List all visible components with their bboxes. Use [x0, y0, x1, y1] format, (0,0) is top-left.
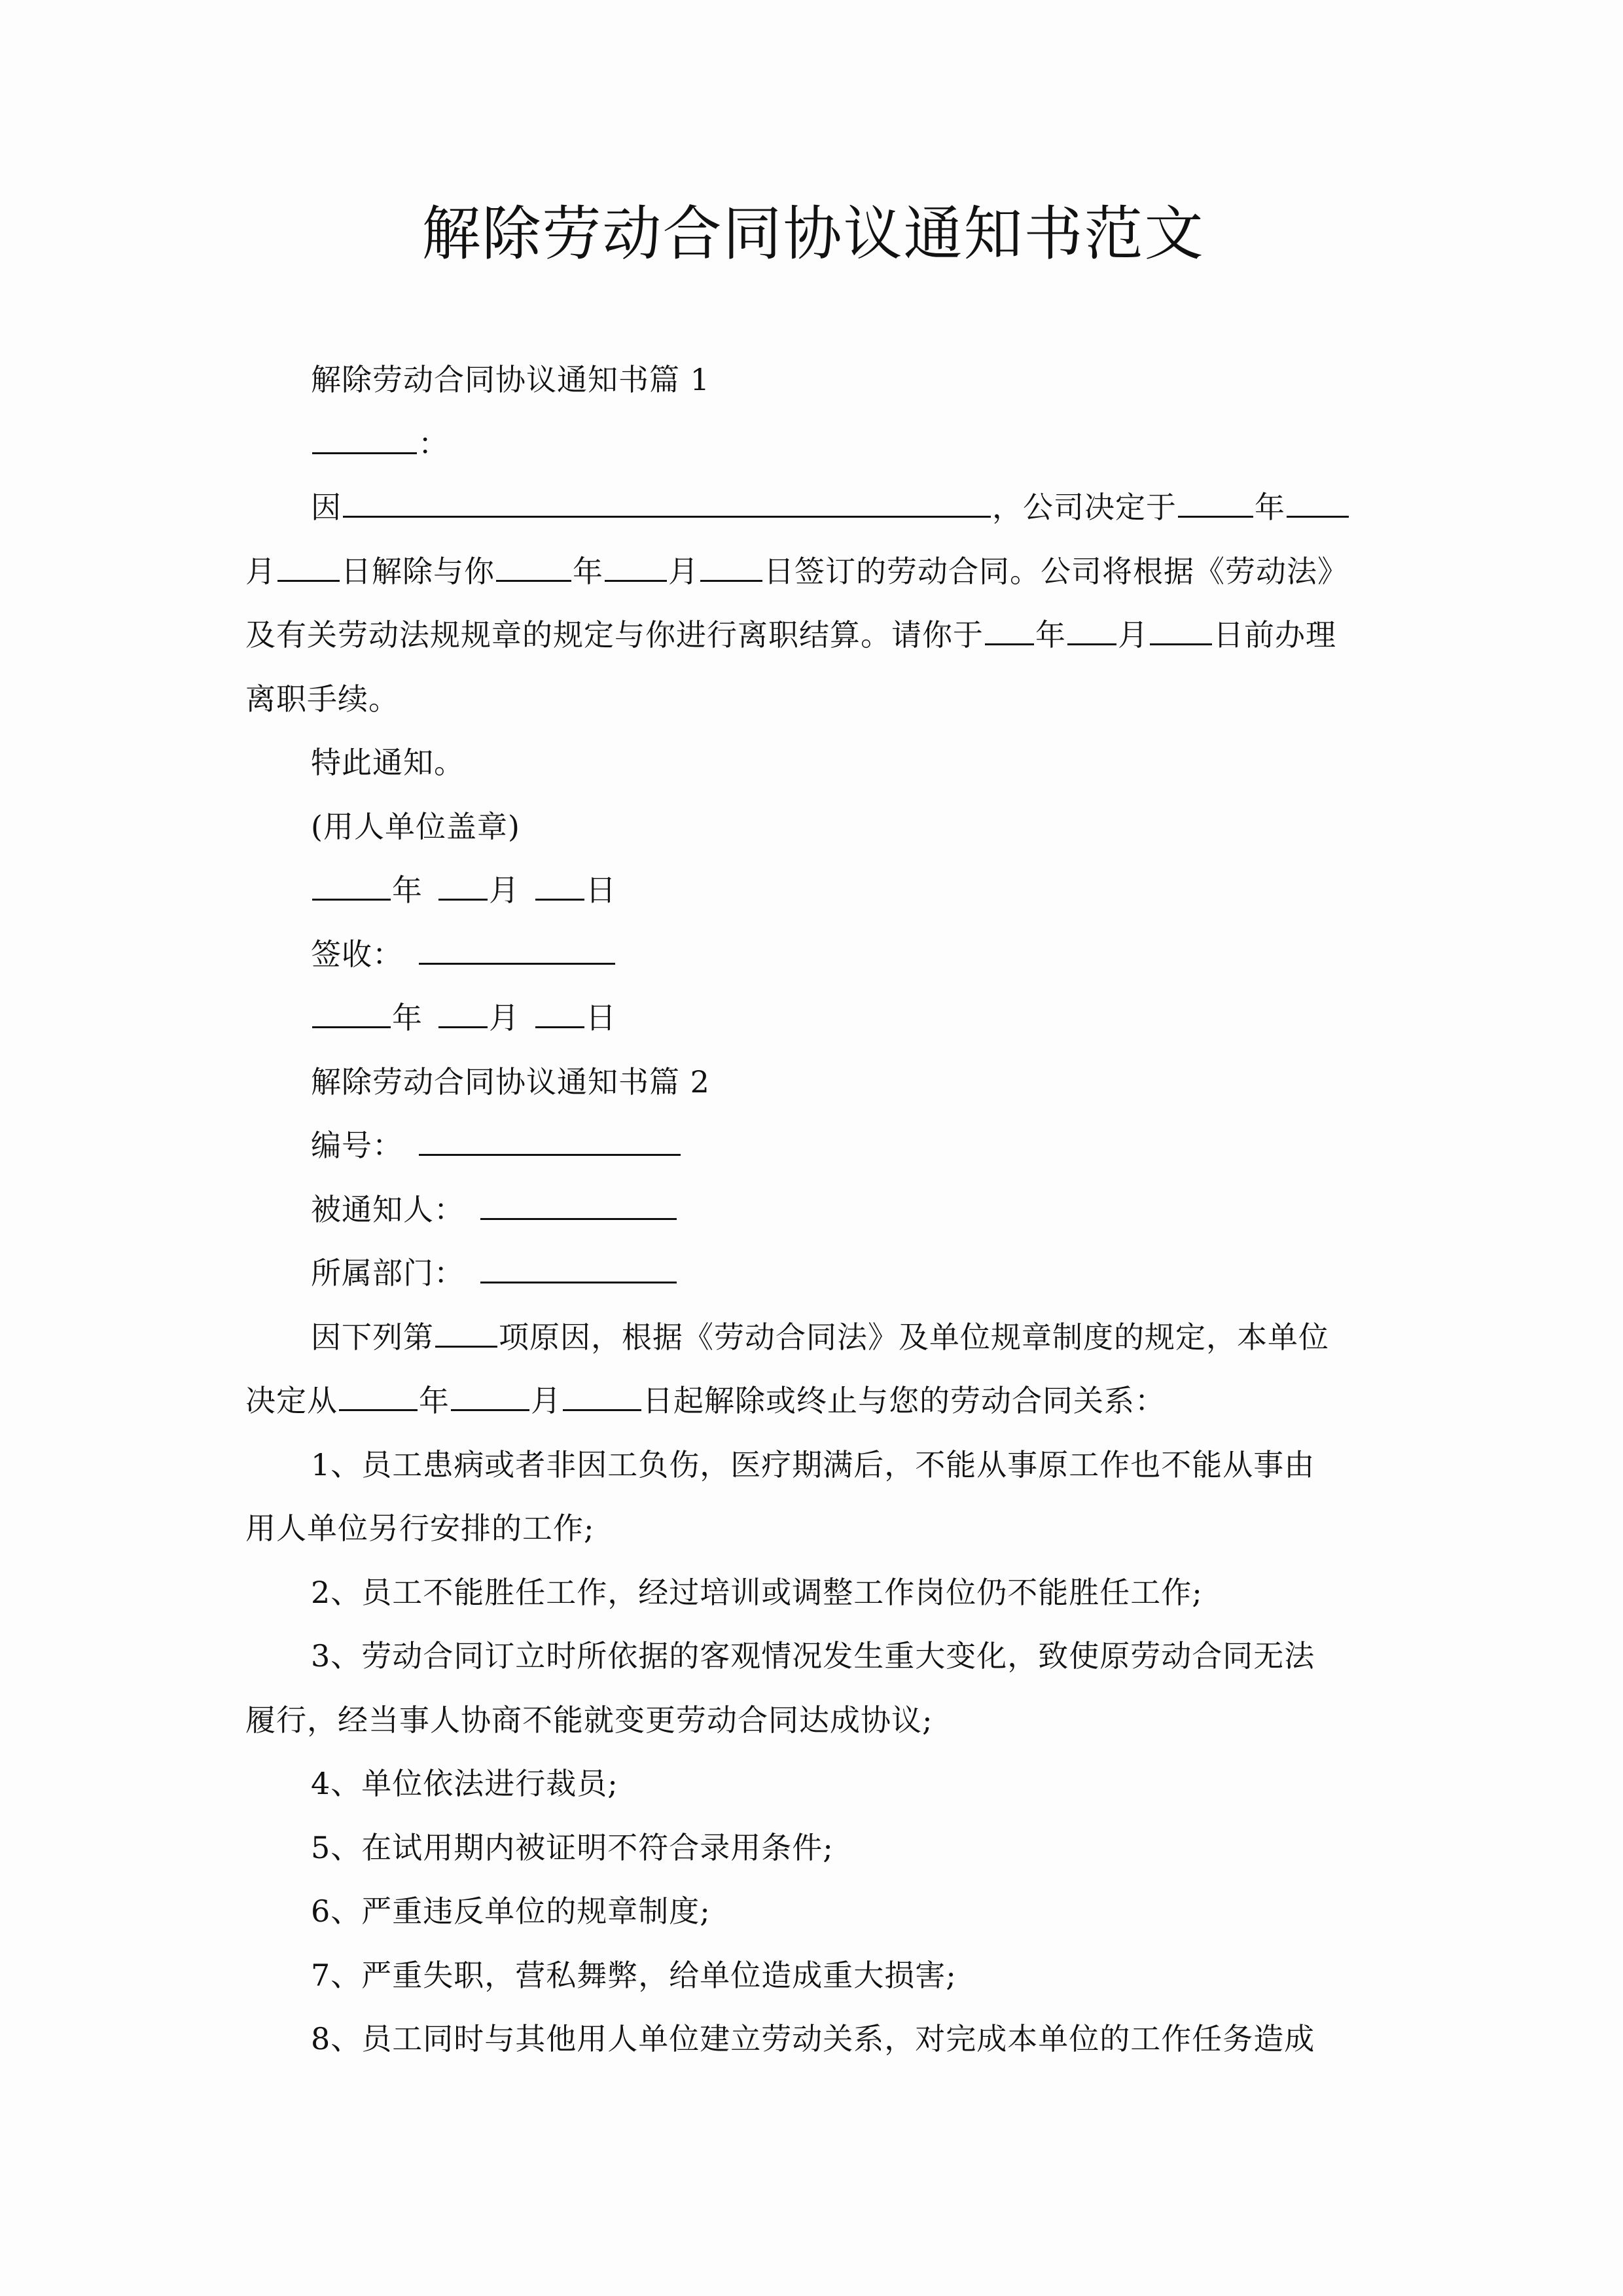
number-blank [419, 1128, 681, 1156]
item-number-blank [435, 1319, 497, 1348]
text: 及有关劳动法规规章的规定与你进行离职结算。请你于 [245, 617, 984, 653]
para1-line4 [245, 668, 1381, 732]
notified-person-field [245, 1178, 1381, 1242]
text: 月 [489, 1000, 520, 1035]
date2-month-blank [438, 1000, 488, 1028]
effective-month-blank [451, 1383, 529, 1411]
text: 年 [392, 1000, 423, 1035]
text: 决定从 [245, 1383, 338, 1418]
para1-line1 [245, 476, 1381, 540]
colon-text: ： [418, 425, 449, 461]
text: 日 [586, 872, 616, 908]
para1-line2 [245, 540, 1381, 604]
text: 年 [573, 553, 603, 589]
section-1-heading [245, 348, 1381, 412]
date2-year-blank [312, 1000, 391, 1028]
text: 月 [489, 872, 520, 908]
day-blank [277, 554, 340, 582]
section-2-heading [245, 1050, 1381, 1115]
text: 1、员工患病或者非因工负伤，医疗期满后，不能从事原工作也不能从事由 [311, 1446, 1315, 1482]
text: 8、员工同时与其他用人单位建立劳动关系，对完成本单位的工作任务造成 [311, 2021, 1315, 2056]
sign-day-blank [700, 554, 762, 582]
text: (用人单位盖章) [311, 808, 520, 844]
text: 特此通知。 [311, 745, 465, 780]
reason-item-1-cont [245, 1497, 1381, 1561]
text: 日前办理 [1213, 617, 1336, 653]
text: 5、在试用期内被证明不符合录用条件; [311, 1829, 834, 1865]
text: ，公司决定于 [992, 490, 1177, 525]
text: 2、员工不能胜任工作，经过培训或调整工作岗位仍不能胜任工作; [311, 1574, 1203, 1610]
sign-month-blank [605, 554, 667, 582]
document-body [245, 348, 1381, 2072]
reason-item-2 [245, 1561, 1381, 1625]
effective-year-blank [339, 1383, 418, 1411]
text: 年 [419, 1383, 450, 1418]
text: 编号： [311, 1128, 403, 1163]
receipt-line [245, 923, 1381, 987]
section-heading-text: 解除劳动合同协议通知书篇 2 [311, 1064, 710, 1100]
text: 年 [1255, 490, 1285, 525]
year-blank [1178, 490, 1253, 518]
text: 3、劳动合同订立时所依据的客观情况发生重大变化，致使原劳动合同无法 [311, 1638, 1315, 1674]
text: 月 [531, 1383, 562, 1418]
text: 项原因，根据《劳动合同法》及单位规章制度的规定，本单位 [499, 1319, 1329, 1355]
section-heading-text: 解除劳动合同协议通知书篇 1 [311, 362, 710, 397]
para1-line3 [245, 603, 1381, 668]
text: 因下列第 [311, 1319, 434, 1355]
text: 年 [1035, 617, 1066, 653]
text: 签收： [311, 936, 403, 972]
reason-item-6 [245, 1880, 1381, 1944]
deadline-month-blank [1067, 617, 1116, 645]
month-blank [1287, 490, 1349, 518]
closing-line [245, 731, 1381, 795]
text: 日解除与你 [341, 553, 495, 589]
reason-item-3-cont [245, 1689, 1381, 1753]
text: 月 [245, 553, 276, 589]
text: 所属部门： [311, 1255, 465, 1291]
reason-blank [343, 490, 991, 518]
receipt-signature-blank [419, 937, 615, 965]
text: 6、严重违反单位的规章制度; [311, 1893, 711, 1929]
text: 日起解除或终止与您的劳动合同关系： [643, 1383, 1166, 1418]
date1-month-blank [438, 872, 488, 901]
text: 因 [311, 490, 342, 525]
recipient-blank [312, 426, 417, 454]
seal-line [245, 795, 1381, 859]
salutation-line [245, 412, 1381, 476]
reason-item-7 [245, 1944, 1381, 2008]
text: 月 [1118, 617, 1149, 653]
date1-year-blank [312, 872, 391, 901]
department-field [245, 1242, 1381, 1306]
text: 用人单位另行安排的工作; [245, 1511, 595, 1546]
text: 月 [668, 553, 699, 589]
department-blank [480, 1255, 677, 1283]
text: 离职手续。 [245, 681, 399, 717]
text: 被通知人： [311, 1191, 465, 1227]
deadline-year-blank [985, 617, 1034, 645]
reason-item-3 [245, 1624, 1381, 1689]
effective-day-blank [563, 1383, 641, 1411]
number-field [245, 1114, 1381, 1178]
intro-line2 [245, 1369, 1381, 1433]
date2-day-blank [535, 1000, 584, 1028]
intro-line1 [245, 1306, 1381, 1370]
reason-item-8 [245, 2007, 1381, 2072]
deadline-day-blank [1150, 617, 1212, 645]
date-line-2 [245, 986, 1381, 1050]
date-line-1 [245, 859, 1381, 923]
date1-day-blank [535, 872, 584, 901]
reason-item-5 [245, 1816, 1381, 1880]
text: 年 [392, 872, 423, 908]
document-title: 解除劳动合同协议通知书范文 [421, 200, 1205, 268]
notified-person-blank [480, 1192, 677, 1220]
sign-year-blank [496, 554, 571, 582]
text: 履行，经当事人协商不能就变更劳动合同达成协议; [245, 1702, 933, 1738]
text: 日签订的劳动合同。公司将根据《劳动法》 [764, 553, 1348, 589]
reason-item-1 [245, 1433, 1381, 1498]
reason-item-4 [245, 1752, 1381, 1816]
text: 4、单位依法进行裁员; [311, 1766, 618, 1801]
text: 日 [586, 1000, 616, 1035]
text: 7、严重失职，营私舞弊，给单位造成重大损害; [311, 1957, 957, 1993]
